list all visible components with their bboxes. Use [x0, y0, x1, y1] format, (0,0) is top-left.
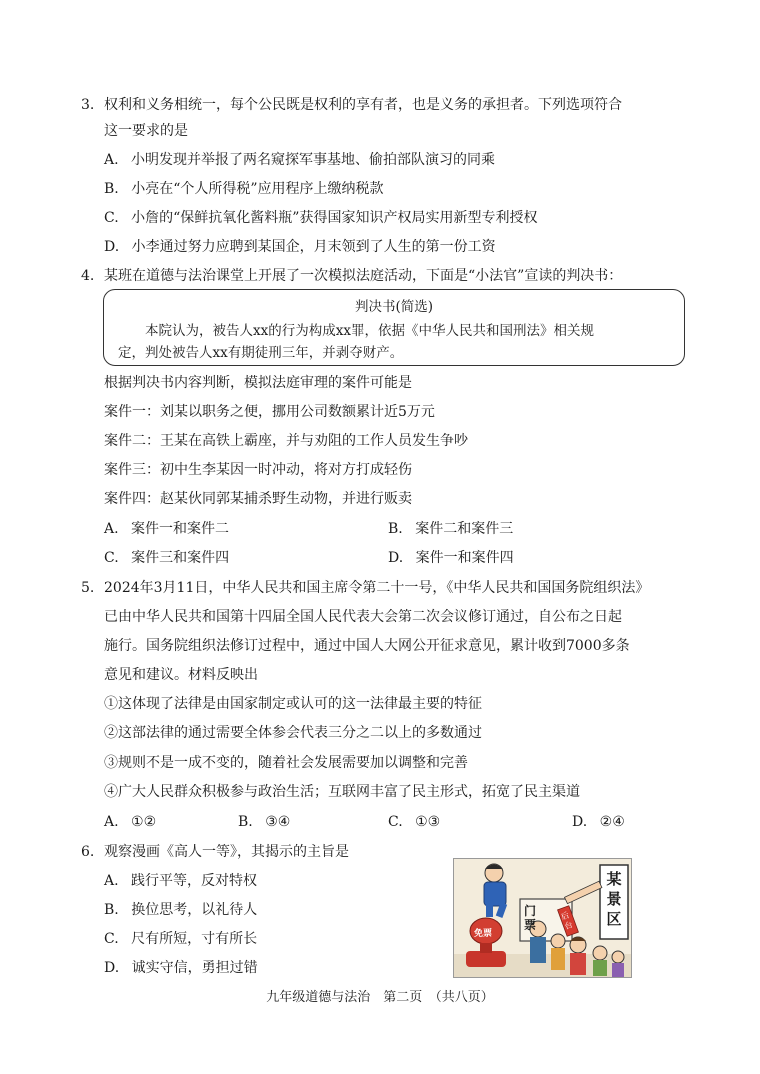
option-text: 换位思考，以礼待人 — [131, 902, 258, 918]
option-letter: C. — [104, 931, 119, 947]
q3-number: 3. — [81, 97, 95, 113]
q5-option-b[interactable] — [238, 812, 290, 832]
option-letter: D. — [572, 814, 588, 830]
option-text: ③④ — [265, 814, 291, 830]
q3-option-a[interactable] — [104, 150, 495, 170]
q5-number: 5. — [81, 580, 95, 596]
option-text: ①② — [131, 814, 157, 830]
q4-case-1: 案件一：刘某以职务之便，挪用公司数额累计近5万元 — [104, 404, 435, 420]
q4-number: 4. — [81, 268, 95, 284]
q3-option-c[interactable] — [104, 208, 537, 228]
q3-stem-line2: 这一要求的是 — [104, 123, 188, 139]
cartoon-tag-text: 后台 — [559, 910, 574, 932]
option-text: 案件三和案件四 — [131, 550, 230, 566]
q3-option-b[interactable] — [104, 179, 384, 199]
verdict-title: 判决书(简选) — [354, 299, 434, 315]
cartoon-sign-text: 某景区 — [606, 870, 622, 928]
option-letter: C. — [104, 550, 119, 566]
verdict-line1: 本院认为，被告人xx的行为构成xx罪，依据《中华人民共和国刑法》相关规 — [145, 323, 594, 339]
q4-case-3: 案件三：初中生李某因一时冲动，将对方打成轻伤 — [104, 462, 412, 478]
cartoon-image — [453, 858, 632, 978]
option-letter: A. — [104, 521, 119, 537]
q4-stem: 某班在道德与法治课堂上开展了一次模拟法庭活动，下面是“小法官”宣读的判决书： — [104, 268, 623, 284]
option-text: 尺有所短，寸有所长 — [131, 931, 258, 947]
q6-stem: 观察漫画《高人一等》，其揭示的主旨是 — [104, 844, 349, 860]
option-text: 诚实守信，勇担过错 — [131, 960, 258, 976]
q4-option-a[interactable] — [104, 519, 229, 539]
q6-option-b[interactable] — [104, 900, 257, 920]
q4-option-b[interactable] — [388, 519, 513, 539]
q6-option-d[interactable] — [104, 958, 258, 978]
q5-stem-line1: 2024年3月11日，中华人民共和国主席令第二十一号，《中华人民共和国国务院组织法》 — [104, 580, 650, 596]
cartoon-ticket-text: 门票 — [524, 904, 537, 932]
q6-option-c[interactable] — [104, 929, 257, 949]
option-text: 践行平等，反对特权 — [131, 873, 258, 889]
option-text: ①③ — [415, 814, 441, 830]
q4-option-d[interactable] — [388, 548, 514, 568]
option-letter: D. — [104, 239, 120, 255]
option-letter: A. — [104, 873, 119, 889]
q4-question: 根据判决书内容判断，模拟法庭审理的案件可能是 — [104, 375, 412, 391]
q5-statement-4: ④广大人民群众积极参与政治生活；互联网丰富了民主形式，拓宽了民主渠道 — [104, 784, 580, 800]
verdict-box — [103, 289, 685, 366]
option-letter: C. — [104, 210, 119, 226]
option-text: 案件二和案件三 — [415, 521, 514, 537]
q4-case-2: 案件二：王某在高铁上霸座，并与劝阻的工作人员发生争吵 — [104, 433, 468, 449]
option-letter: B. — [104, 181, 119, 197]
q3-option-d[interactable] — [104, 237, 496, 257]
option-text: 小明发现并举报了两名窥探军事基地、偷拍部队演习的同乘 — [131, 152, 496, 168]
q6-option-a[interactable] — [104, 871, 257, 891]
option-letter: B. — [388, 521, 403, 537]
q6-number: 6. — [81, 844, 95, 860]
option-letter: D. — [388, 550, 404, 566]
option-text: 小亮在“个人所得税”应用程序上缴纳税款 — [131, 181, 384, 197]
verdict-line2: 定，判处被告人xx有期徒刑三年，并剥夺财产。 — [118, 345, 404, 361]
q4-case-4: 案件四：赵某伙同郭某捕杀野生动物，并进行贩卖 — [104, 491, 412, 507]
cartoon-stamp-text: 免票 — [474, 929, 493, 939]
q5-statement-2: ②这部法律的通过需要全体参会代表三分之二以上的多数通过 — [104, 725, 482, 741]
option-text: ②④ — [599, 814, 625, 830]
option-letter: A. — [104, 814, 119, 830]
q5-option-a[interactable] — [104, 812, 156, 832]
option-letter: A. — [104, 152, 119, 168]
option-text: 案件一和案件二 — [131, 521, 230, 537]
q5-option-c[interactable] — [388, 812, 440, 832]
option-text: 小李通过努力应聘到某国企，月末领到了人生的第一份工资 — [131, 239, 496, 255]
option-letter: C. — [388, 814, 403, 830]
option-text: 小詹的“保鲜抗氧化酱料瓶”获得国家知识产权局实用新型专利授权 — [131, 210, 538, 226]
q5-stem-line3: 施行。国务院组织法修订过程中，通过中国人大网公开征求意见，累计收到7000多条 — [104, 638, 630, 654]
option-letter: B. — [104, 902, 119, 918]
q5-stem-line4: 意见和建议。材料反映出 — [104, 667, 258, 683]
option-text: 案件一和案件四 — [415, 550, 514, 566]
option-letter: B. — [238, 814, 253, 830]
option-letter: D. — [104, 960, 120, 976]
q5-stem-line2: 已由中华人民共和国第十四届全国人民代表大会第二次会议修订通过，自公布之日起 — [104, 609, 622, 625]
q5-statement-3: ③规则不是一成不变的，随着社会发展需要加以调整和完善 — [104, 755, 468, 771]
page-footer: 九年级道德与法治 第二页 （共八页） — [266, 990, 494, 1005]
q3-stem-line1: 权利和义务相统一，每个公民既是权利的享有者，也是义务的承担者。下列选项符合 — [104, 97, 622, 113]
q4-option-c[interactable] — [104, 548, 229, 568]
q5-option-d[interactable] — [572, 812, 625, 832]
q5-statement-1: ①这体现了法律是由国家制定或认可的这一法律最主要的特征 — [104, 696, 482, 712]
